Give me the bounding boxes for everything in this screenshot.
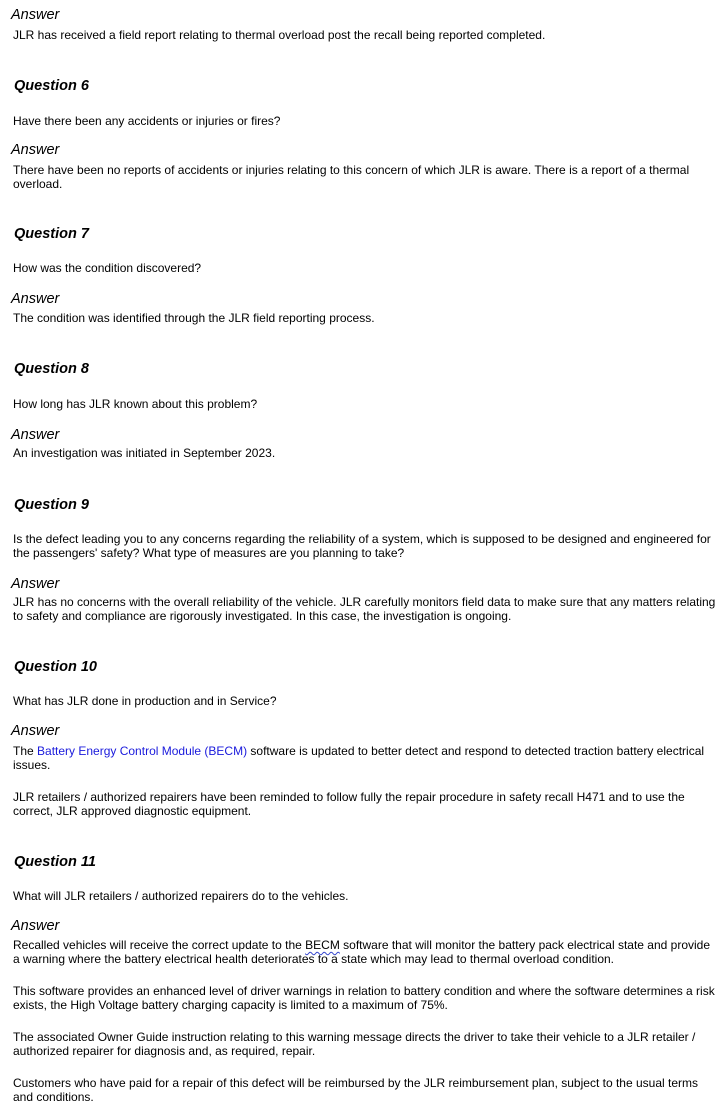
question-9-answer: JLR has no concerns with the overall reliability of the vehicle. JLR carefully monitors field data to make sure that any matters relating to safety and compliance are rigorously investigated. In this case, the investigation is ongoing. xyxy=(13,595,716,623)
question-9-heading: Question 9 xyxy=(14,497,89,513)
answer-label: Answer xyxy=(11,142,60,158)
answer-label: Answer xyxy=(11,291,60,307)
answer-text: JLR has received a field report relating to thermal overload post the recall being reported completed. xyxy=(13,28,546,42)
question-11-answer-2: This software provides an enhanced level of driver warnings in relation to battery condition and where the software determines a risk exists, the High Voltage battery charging capacity is limited to a maximum of 75%. xyxy=(13,984,715,1012)
question-10-heading: Question 10 xyxy=(14,659,97,675)
answer-label: Answer xyxy=(11,723,60,739)
answer-label: Answer xyxy=(11,576,60,592)
question-8-answer: An investigation was initiated in September 2023. xyxy=(13,446,276,460)
answer-text-suffix: software is updated to better detect and respond to detected traction battery electrical issues. xyxy=(13,744,705,772)
question-8-text: How long has JLR known about this problem? xyxy=(13,397,258,411)
question-11-answer-1 xyxy=(13,938,719,966)
question-10-answer-1 xyxy=(13,744,719,772)
question-11-answer-4: Customers who have paid for a repair of this defect will be reimbursed by the JLR reimbursement plan, subject to the usual terms and conditions. xyxy=(13,1076,698,1104)
question-6-text: Have there been any accidents or injuries or fires? xyxy=(13,114,281,128)
question-6-heading: Question 6 xyxy=(14,78,89,94)
answer-text-suffix: software that will monitor the battery pack electrical state and provide a warning where the battery electrical health deteriorates to a state which may lead to thermal overload condition. xyxy=(13,938,711,966)
question-7-answer: The condition was identified through the JLR field reporting process. xyxy=(13,311,375,325)
question-7-text: How was the condition discovered? xyxy=(13,261,202,275)
answer-label: Answer xyxy=(11,7,60,23)
answer-label: Answer xyxy=(11,918,60,934)
question-11-answer-3: The associated Owner Guide instruction relating to this warning message directs the driver to take their vehicle to a JLR retailer / authorized repairer for diagnosis and, as required, repair. xyxy=(13,1030,696,1058)
becm-term: BECM xyxy=(305,938,340,952)
answer-label: Answer xyxy=(11,427,60,443)
answer-text-prefix: The xyxy=(13,744,38,758)
question-11-text: What will JLR retailers / authorized repairers do to the vehicles. xyxy=(13,889,349,903)
question-11-heading: Question 11 xyxy=(14,854,96,870)
question-6-answer: There have been no reports of accidents or injuries relating to this concern of which JLR is aware. There is a report of a thermal overload. xyxy=(13,163,690,191)
question-10-text: What has JLR done in production and in Service? xyxy=(13,694,277,708)
becm-link[interactable]: Battery Energy Control Module (BECM) xyxy=(37,744,248,758)
question-8-heading: Question 8 xyxy=(14,361,89,377)
question-9-text: Is the defect leading you to any concerns regarding the reliability of a system, which is supposed to be designed and engineered for the passengers' safety? What type of measures are you planning to take? xyxy=(13,532,711,560)
answer-text-prefix: Recalled vehicles will receive the correct update to the xyxy=(13,938,306,952)
question-10-answer-2: JLR retailers / authorized repairers have been reminded to follow fully the repair procedure in safety recall H471 and to use the correct, JLR approved diagnostic equipment. xyxy=(13,790,685,818)
question-7-heading: Question 7 xyxy=(14,226,89,242)
